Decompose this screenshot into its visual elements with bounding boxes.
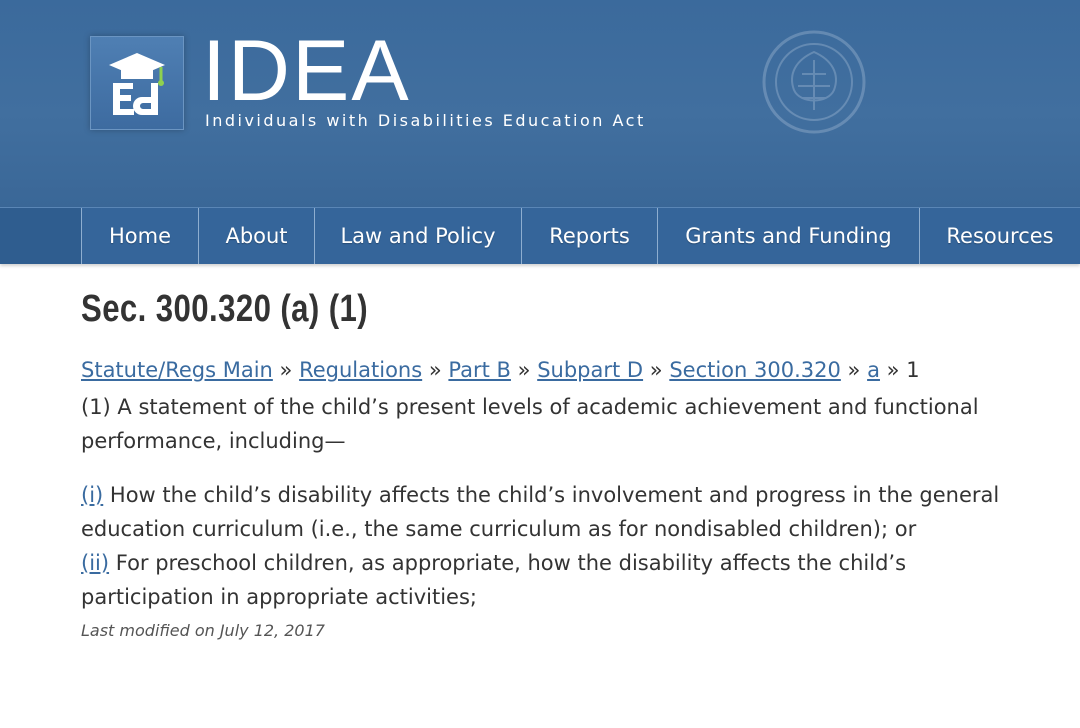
nav-item-law-and-policy[interactable]: Law and Policy [314,208,521,264]
nav-item-reports[interactable]: Reports [521,208,657,264]
ed-logo-icon[interactable] [90,36,184,130]
department-seal-icon [736,30,892,134]
main-content [81,288,1011,640]
breadcrumb [81,358,920,382]
last-modified: Last modified on July 12, 2017 [81,621,325,640]
breadcrumb-link-part-b[interactable]: Part B [448,358,511,382]
nav-item-about[interactable]: About [198,208,314,264]
item-link-i[interactable]: (i) [81,483,104,507]
page-title: Sec. 300.320 (a) (1) [81,288,369,330]
item-text: For preschool children, as appropriate, how the disability affects the child’s participation in appropriate activities; [81,551,907,609]
breadcrumb-separator: » [517,358,531,382]
breadcrumb-separator: » [279,358,293,382]
breadcrumb-link-a[interactable]: a [867,358,880,382]
list-item [81,546,1011,614]
breadcrumb-current: 1 [906,358,920,382]
breadcrumb-link-section-300-320[interactable]: Section 300.320 [669,358,841,382]
item-text: How the child’s disability affects the child’s involvement and progress in the general education curriculum (i.e., the same curriculum as for nondisabled children); or [81,483,1000,541]
site-header [0,0,1080,207]
site-logo-title[interactable]: IDEA [202,23,411,119]
breadcrumb-separator: » [847,358,861,382]
breadcrumb-link-statute-regs-main[interactable]: Statute/Regs Main [81,358,273,382]
main-navigation [0,207,1080,264]
nav-item-grants-and-funding[interactable]: Grants and Funding [657,208,919,264]
breadcrumb-separator: » [886,358,900,382]
breadcrumb-link-regulations[interactable]: Regulations [299,358,423,382]
breadcrumb-separator: » [649,358,663,382]
list-item [81,478,1011,546]
nav-spacer [0,208,81,264]
intro-paragraph: (1) A statement of the child’s present levels of academic achievement and functional performance, including— [81,395,979,453]
breadcrumb-separator: » [428,358,442,382]
item-link-ii[interactable]: (ii) [81,551,110,575]
nav-item-home[interactable]: Home [81,208,198,264]
site-subtitle: Individuals with Disabilities Education Act [205,111,646,130]
breadcrumb-link-subpart-d[interactable]: Subpart D [537,358,644,382]
nav-item-resources[interactable]: Resources [919,208,1080,264]
